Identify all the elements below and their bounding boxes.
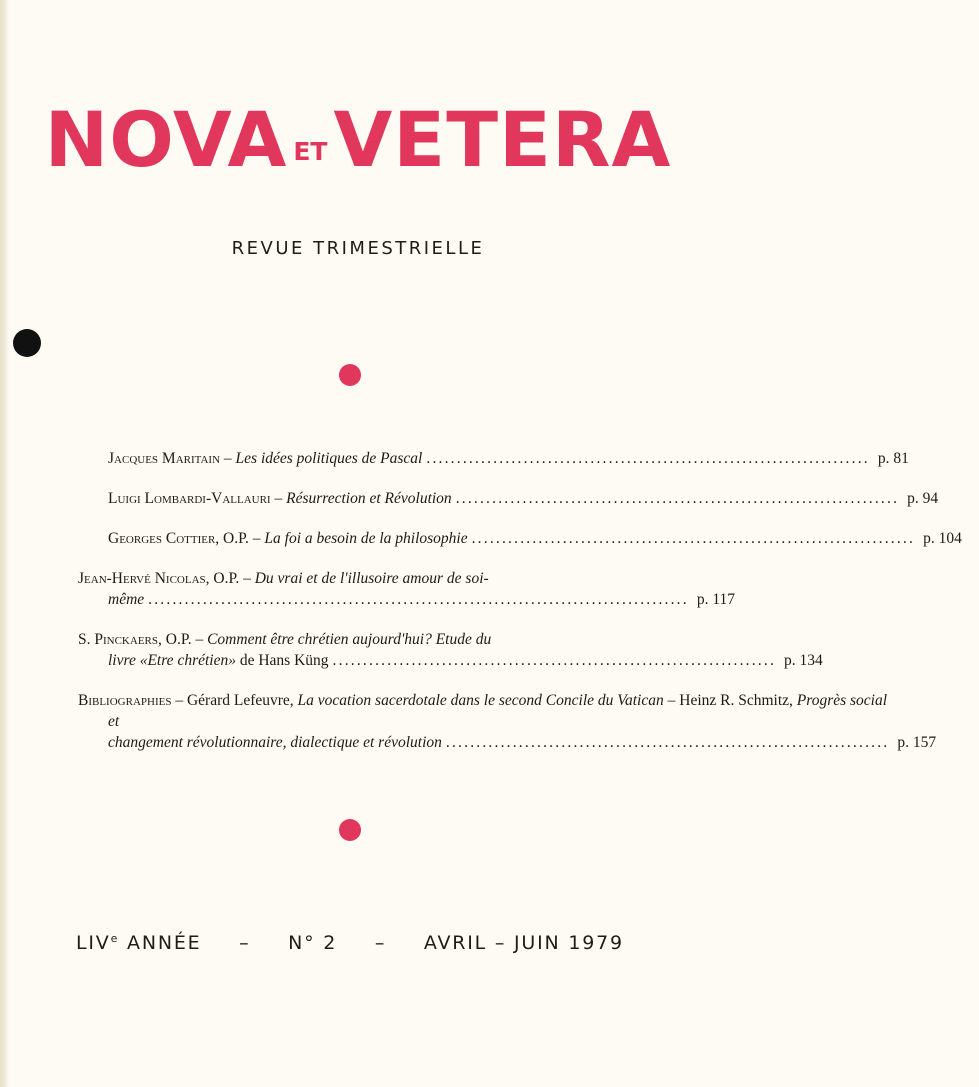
issue-period: AVRIL – JUIN 1979 <box>423 932 624 954</box>
toc-title: La vocation sacerdotale dans le second Concile du Vatican <box>297 692 664 709</box>
toc-entry-body <box>78 629 776 671</box>
toc-separator: – <box>248 530 265 547</box>
toc-page-number: p. 94 <box>907 490 939 507</box>
toc-entry <box>78 528 962 549</box>
toc-separator: – <box>220 450 236 467</box>
toc-title: Les idées politiques de Pascal <box>235 450 423 467</box>
footer-dash: – <box>374 932 387 954</box>
toc-entry <box>78 488 939 509</box>
issue-year-sup: e <box>110 932 120 945</box>
dot-leader: ......................................................................... <box>471 530 916 547</box>
toc-entry-body <box>78 690 889 753</box>
toc-author: Bibliographies <box>78 692 172 709</box>
table-of-contents <box>78 448 962 772</box>
masthead-word-vetera: VETERA <box>333 95 672 184</box>
toc-bibliography-author: Gérard Lefeuvre, <box>186 692 298 709</box>
issue-year-word: ANNÉE <box>127 932 202 954</box>
toc-title-continued: même <box>108 591 145 608</box>
toc-author: Jean-Hervé Nicolas, O.P. <box>78 570 240 587</box>
toc-title-suffix: de Hans Küng <box>235 652 329 669</box>
toc-page-number: p. 157 <box>897 734 937 751</box>
red-dot-ornament <box>339 819 361 841</box>
toc-title: Résurrection et Révolution <box>286 490 452 507</box>
toc-title: Comment être chrétien aujourd'hui? Etude du <box>207 631 492 648</box>
dot-leader: ......................................................................... <box>445 734 890 751</box>
toc-entry <box>78 448 909 469</box>
subtitle: REVUE TRIMESTRIELLE <box>231 238 485 259</box>
dot-leader: ......................................................................... <box>426 450 870 467</box>
toc-bibliography-author: – Heinz R. Schmitz, <box>663 692 797 709</box>
toc-page-number: p. 104 <box>923 530 962 547</box>
footer-dash: – <box>239 932 251 954</box>
toc-page-number: p. 117 <box>696 591 736 608</box>
toc-page-number: p. 81 <box>877 450 909 467</box>
issue-year-roman: LIV <box>76 932 111 954</box>
toc-title: Progrès social et <box>108 692 888 730</box>
toc-separator: – <box>191 631 208 648</box>
toc-separator: – <box>239 570 255 587</box>
issue-year <box>76 932 201 954</box>
masthead-word-nova: NOVA <box>44 95 288 184</box>
toc-author: Georges Cottier, O.P. <box>108 530 249 547</box>
toc-author: S. Pinckaers, O.P. <box>78 631 192 648</box>
toc-author: Luigi Lombardi-Vallauri <box>108 490 271 507</box>
toc-entry-body <box>78 528 915 549</box>
dot-leader: ......................................................................... <box>332 652 777 669</box>
dot-leader: ......................................................................................... <box>148 591 689 608</box>
dot-leader: ......................................................................... <box>455 490 900 507</box>
toc-entry <box>78 568 736 610</box>
toc-separator: – <box>171 692 187 709</box>
masthead-connector: ET <box>293 137 328 166</box>
issue-number: N° 2 <box>288 932 338 954</box>
toc-separator: – <box>270 490 287 507</box>
masthead-title <box>0 95 716 184</box>
toc-author: Jacques Maritain <box>108 450 221 467</box>
binding-hole <box>13 329 41 357</box>
toc-title-continued: changement révolutionnaire, dialectique et révolution <box>108 734 442 751</box>
toc-entry-body <box>78 488 899 509</box>
red-dot-ornament <box>339 364 361 386</box>
toc-title: La foi a besoin de la philosophie <box>264 530 468 547</box>
toc-entry-body <box>78 568 689 610</box>
toc-page-number: p. 134 <box>784 652 823 669</box>
issue-info <box>76 932 624 954</box>
toc-entry <box>78 629 823 671</box>
toc-entry-body <box>78 448 870 469</box>
toc-entry <box>78 690 937 753</box>
toc-title-continued: livre «Etre chrétien» <box>108 652 236 669</box>
toc-title: Du vrai et de l'illusoire amour de soi- <box>254 570 489 587</box>
